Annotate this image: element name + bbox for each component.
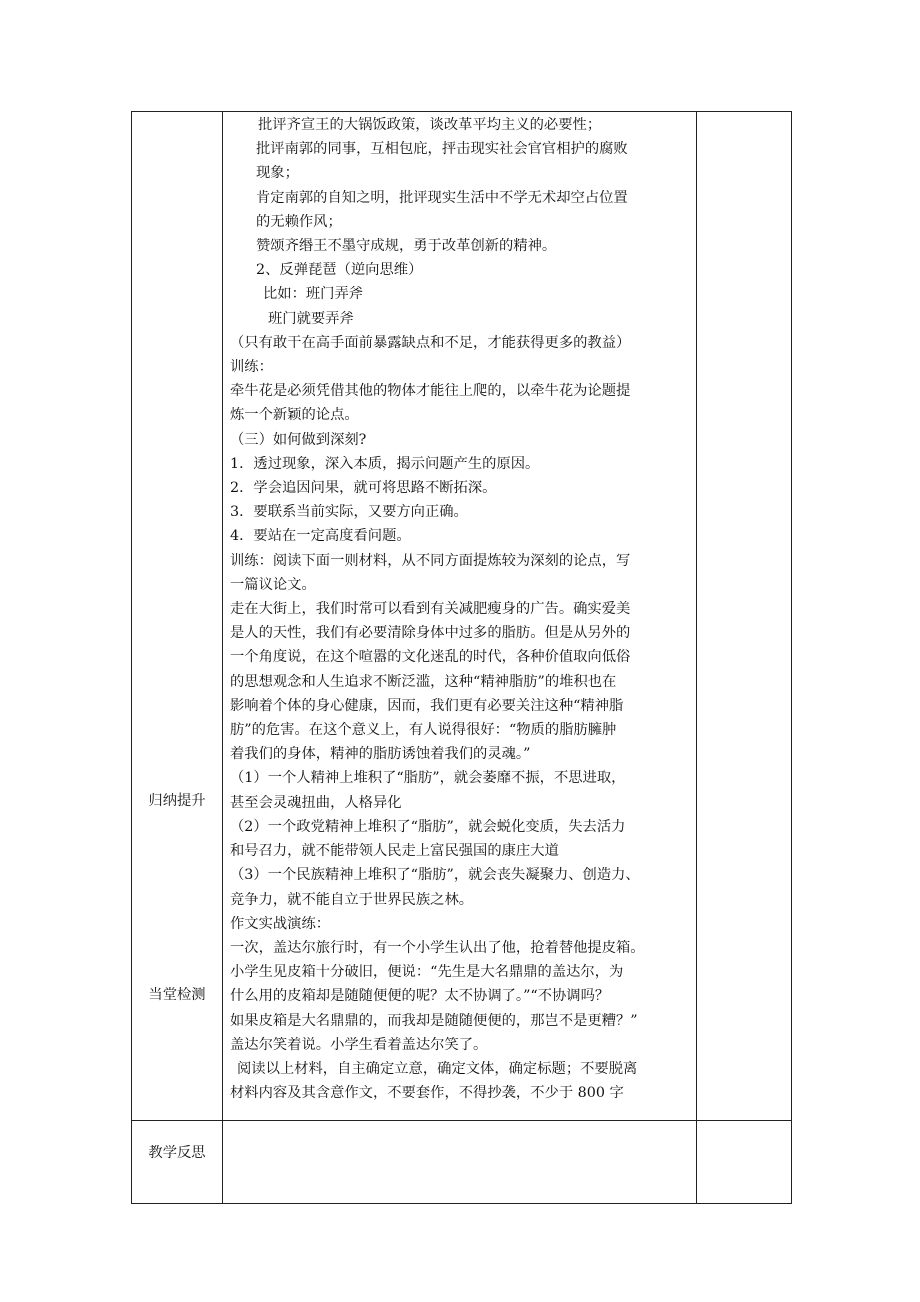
text-line: 甚至会灵魂扭曲，人格异化 (230, 794, 402, 811)
lesson-plan-table (131, 111, 792, 1204)
test-label: 当堂检测 (148, 987, 206, 1003)
text-line: （只有敢干在高手面前暴露缺点和不足，才能获得更多的教益） (230, 334, 631, 351)
text-line: 小学生见皮箱十分破旧，便说：“先生是大名鼎鼎的盖达尔，为 (230, 964, 624, 981)
text-line: 训练： (230, 359, 273, 376)
text-line: 的无赖作风； (256, 213, 342, 230)
text-line: （三）如何做到深刻? (230, 431, 367, 448)
text-line: （3）一个民族精神上堆积了“脂肪”，就会丧失凝聚力、创造力、 (230, 867, 640, 884)
text-line: 炼一个新颖的论点。 (230, 407, 359, 424)
text-line: 现象； (256, 165, 299, 182)
table-row-reflection (132, 1121, 792, 1204)
text-line: 班门就要弄斧 (268, 310, 354, 327)
text-line: 2．学会追因问果，就可将思路不断拓深。 (230, 480, 497, 497)
text-line: 4．要站在一定高度看问题。 (230, 528, 411, 545)
text-line: 一篇议论文。 (230, 576, 316, 593)
text-line: 赞颂齐缗王不墨守成规，勇于改革创新的精神。 (256, 238, 557, 255)
text-line: 的思想观念和人生追求不断泛滥，这种“精神脂肪”的堆积也在 (230, 673, 617, 690)
notes-cell (697, 112, 792, 1121)
text-line: 和号召力，就不能带领人民走上富民强国的康庄大道 (230, 843, 559, 860)
text-line: 什么用的皮箱却是随随便便的呢？太不协调了。”“不协调吗？ (230, 988, 610, 1005)
text-line: 盖达尔笑着说。小学生看着盖达尔笑了。 (230, 1036, 488, 1053)
text-line: 阅读以上材料，自主确定立意，确定文体，确定标题；不要脱离 (237, 1060, 638, 1077)
text-line: 批评南郭的同事，互相包庇，抨击现实社会官官相护的腐败 (256, 141, 628, 158)
text-line: 牵牛花是必须凭借其他的物体才能往上爬的，以牵牛花为论题提 (230, 383, 631, 400)
label-cell (132, 112, 223, 1121)
text-line: 3．要联系当前实际，又要方向正确。 (230, 504, 468, 521)
text-line: 肪”的危害。在这个意义上，有人说得很好：“物质的脂肪臃肿 (230, 722, 617, 739)
text-line: 批评齐宣王的大锅饭政策，谈改革平均主义的必要性； (258, 117, 602, 133)
text-line: 着我们的身体，精神的脂肪诱蚀着我们的灵魂。” (230, 746, 531, 763)
text-line: 走在大街上，我们时常可以看到有关减肥瘦身的广告。确实爱美 (230, 601, 631, 618)
table-row-main (132, 112, 792, 1121)
reflection-label: 教学反思 (148, 1145, 206, 1161)
summary-label: 归纳提升 (148, 793, 206, 809)
reflection-label-cell (132, 1121, 223, 1204)
text-line: 训练：阅读下面一则材料，从不同方面提炼较为深刻的论点，写 (230, 552, 631, 569)
text-line: 作文实战演练： (230, 915, 331, 932)
content-text (223, 112, 696, 1105)
text-line: （1）一个人精神上堆积了“脂肪”，就会萎靡不振，不思进取， (230, 770, 626, 787)
text-line: 如果皮箱是大名鼎鼎的，而我却是随随便便的，那岂不是更糟？” (230, 1012, 638, 1029)
reflection-notes-cell (697, 1121, 792, 1204)
text-line: 一个角度说，在这个喧嚣的文化迷乱的时代，各种价值取向低俗 (230, 649, 631, 666)
text-line: 材料内容及其含意作文，不要套作，不得抄袭，不少于 800 字 (230, 1085, 624, 1102)
text-line: （2）一个政党精神上堆积了“脂肪”，就会蜕化变质，失去活力 (230, 818, 626, 835)
text-line: 影响着个体的身心健康，因而，我们更有必要关注这种“精神脂 (230, 697, 624, 714)
text-line: 竞争力，就不能自立于世界民族之林。 (230, 891, 474, 908)
text-line: 是人的天性，我们有必要清除身体中过多的脂肪。但是从另外的 (230, 625, 631, 642)
text-line: 1．透过现象，深入本质，揭示问题产生的原因。 (230, 455, 540, 472)
content-cell (223, 112, 697, 1121)
text-line: 肯定南郭的自知之明，批评现实生活中不学无术却空占位置 (256, 189, 628, 206)
text-line: 比如：班门弄斧 (263, 286, 364, 303)
reflection-content-cell (223, 1121, 697, 1204)
text-line: 一次，盖达尔旅行时，有一个小学生认出了他，抢着替他提皮箱。 (230, 939, 645, 956)
text-line: 2、反弹琵琶（逆向思维） (256, 262, 423, 279)
